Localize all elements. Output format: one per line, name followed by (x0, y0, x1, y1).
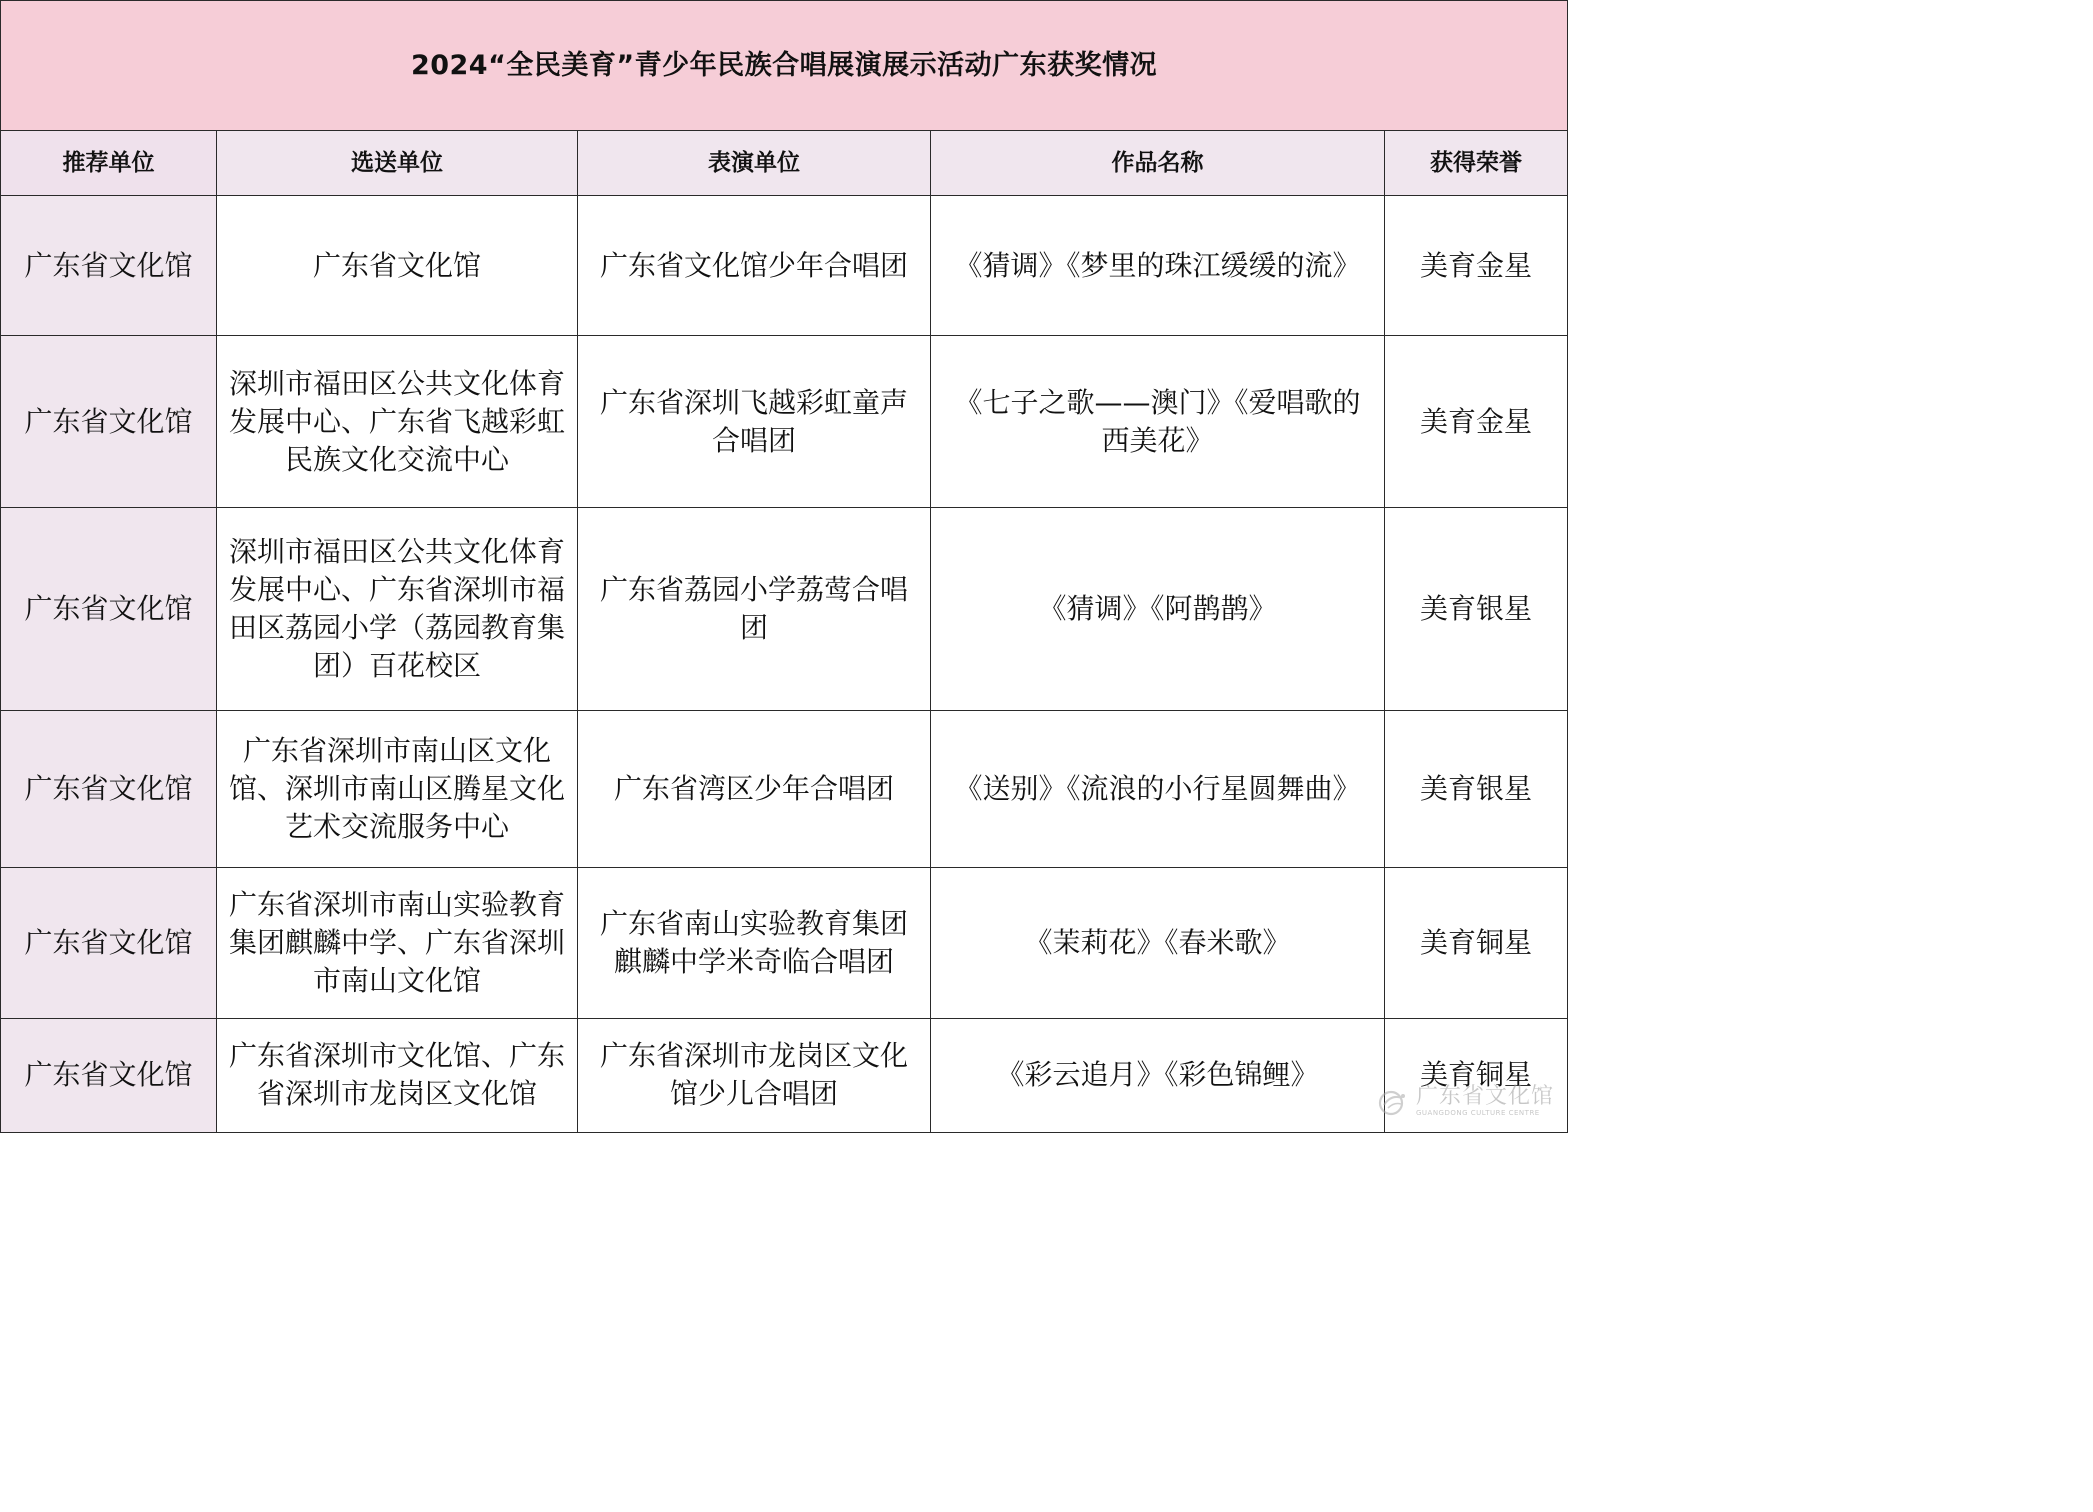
watermark (1376, 1085, 1554, 1118)
cell-honor: 美育金星 (1385, 196, 1568, 336)
cell-recommender: 广东省文化馆 (1, 867, 217, 1018)
table-row (1, 336, 1568, 508)
cell-recommender: 广东省文化馆 (1, 508, 217, 710)
cell-honor: 美育银星 (1385, 710, 1568, 867)
watermark-name: 广东省文化馆 (1415, 1084, 1554, 1109)
table-row (1, 867, 1568, 1018)
cell-sender: 广东省深圳市南山实验教育集团麒麟中学、广东省深圳市南山文化馆 (217, 867, 578, 1018)
cell-sender: 广东省深圳市南山区文化馆、深圳市南山区腾星文化艺术交流服务中心 (217, 710, 578, 867)
table-row (1, 196, 1568, 336)
header-row (1, 131, 1568, 196)
watermark-name-en: GUANGDONG CULTURE CENTRE (1415, 1109, 1540, 1117)
column-header-works: 作品名称 (931, 131, 1385, 196)
column-header-honor: 获得荣誉 (1385, 131, 1568, 196)
table-row (1, 710, 1568, 867)
cell-performer: 广东省深圳飞越彩虹童声合唱团 (578, 336, 931, 508)
cell-performer: 广东省荔园小学荔莺合唱团 (578, 508, 931, 710)
table-row (1, 1018, 1568, 1132)
cell-honor: 美育铜星 (1385, 1018, 1568, 1132)
cell-sender: 深圳市福田区公共文化体育发展中心、广东省飞越彩虹民族文化交流中心 (217, 336, 578, 508)
culture-centre-logo-icon (1376, 1088, 1410, 1116)
table-title: 2024“全民美育”青少年民族合唱展演展示活动广东获奖情况 (1, 1, 1568, 131)
cell-sender: 深圳市福田区公共文化体育发展中心、广东省深圳市福田区荔园小学（荔园教育集团）百花校区 (217, 508, 578, 710)
cell-performer: 广东省南山实验教育集团麒麟中学米奇临合唱团 (578, 867, 931, 1018)
cell-works: 《七子之歌——澳门》《爱唱歌的西美花》 (931, 336, 1385, 508)
column-header-recommender: 推荐单位 (1, 131, 217, 196)
cell-works: 《茉莉花》《春米歌》 (931, 867, 1385, 1018)
cell-recommender: 广东省文化馆 (1, 710, 217, 867)
cell-performer: 广东省文化馆少年合唱团 (578, 196, 931, 336)
cell-recommender: 广东省文化馆 (1, 196, 217, 336)
cell-works: 《送别》《流浪的小行星圆舞曲》 (931, 710, 1385, 867)
cell-honor: 美育银星 (1385, 508, 1568, 710)
cell-works: 《猜调》《梦里的珠江缓缓的流》 (931, 196, 1385, 336)
cell-sender: 广东省深圳市文化馆、广东省深圳市龙岗区文化馆 (217, 1018, 578, 1132)
cell-recommender: 广东省文化馆 (1, 336, 217, 508)
cell-honor: 美育金星 (1385, 336, 1568, 508)
column-header-performer: 表演单位 (578, 131, 931, 196)
cell-honor: 美育铜星 (1385, 867, 1568, 1018)
table-row (1, 508, 1568, 710)
cell-performer: 广东省深圳市龙岗区文化馆少儿合唱团 (578, 1018, 931, 1132)
cell-works: 《彩云追月》《彩色锦鲤》 (931, 1018, 1385, 1132)
column-header-sender: 选送单位 (217, 131, 578, 196)
cell-performer: 广东省湾区少年合唱团 (578, 710, 931, 867)
cell-sender: 广东省文化馆 (217, 196, 578, 336)
cell-recommender: 广东省文化馆 (1, 1018, 217, 1132)
cell-works: 《猜调》《阿鹊鹊》 (931, 508, 1385, 710)
